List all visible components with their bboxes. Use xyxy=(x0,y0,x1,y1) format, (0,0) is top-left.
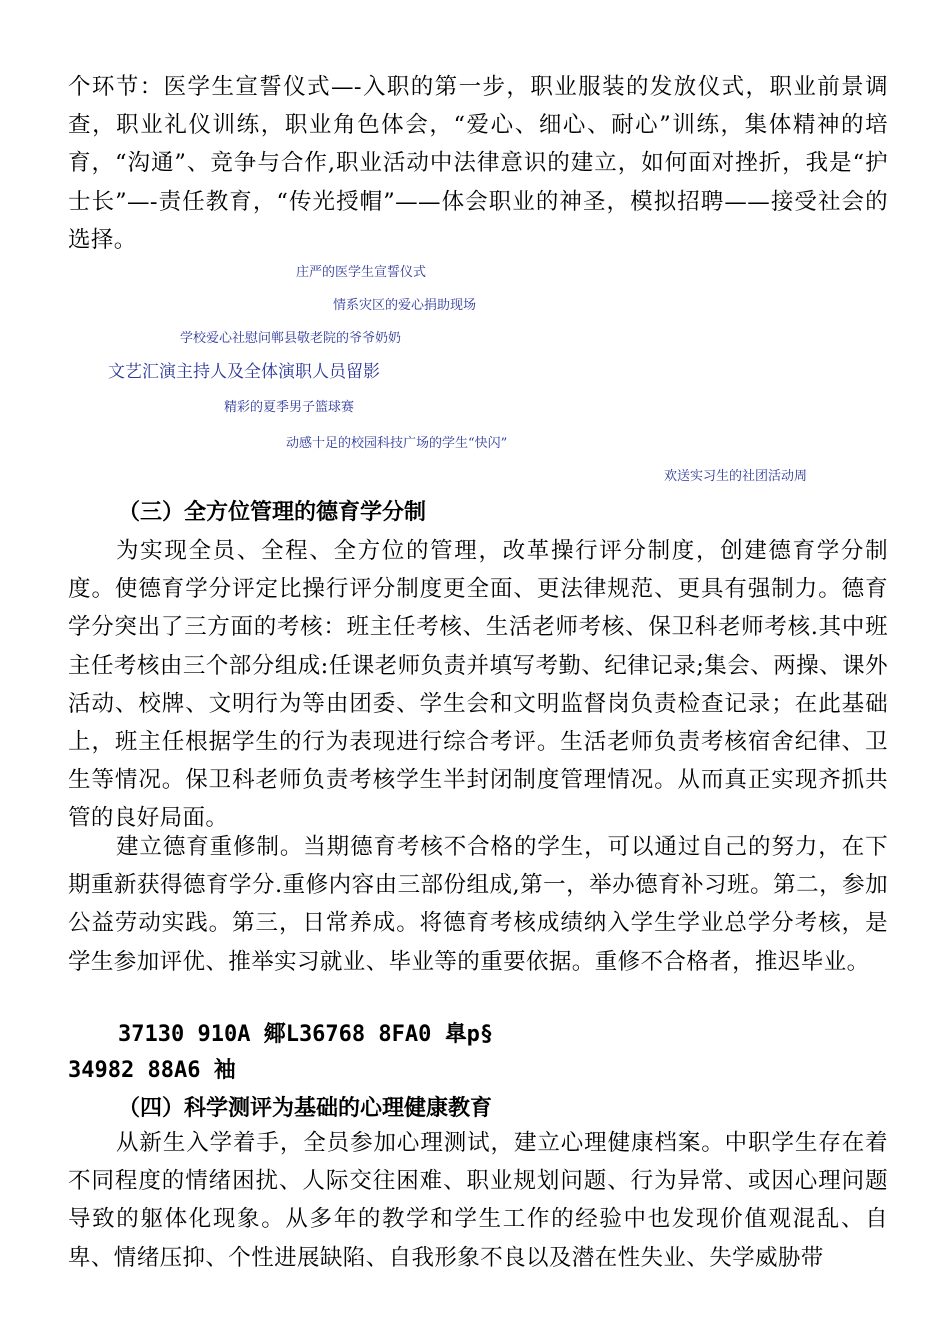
section-3-paragraph-1: 为实现全员、全程、全方位的管理，改革操行评分制度，创建德育学分制度。使德育学分评定比操行评分制度更全面、更法律规范、更具有强制力。德育学分突出了三方面的考核：班主任考核、生活老师考核、保卫科老师考核.其中班主任考核由三个部分组成:任课老师负责并填写考勤、纪律记录;集会、两操、课外活动、校牌、文明行为等由团委、学生会和文明监督岗负责检查记录；在此基础上，班主任根据学生的行为表现进行综合考评。生活老师负责考核宿舍纪律、卫生等情况。保卫科老师负责考核学生半封闭制度管理情况。从而真正实现齐抓共管的良好局面。 xyxy=(68,538,888,832)
section-3-paragraph-2: 建立德育重修制。当期德育考核不合格的学生，可以通过自己的努力，在下期重新获得德育学分.重修内容由三部份组成,第一，举办德育补习班。第二，参加公益劳动实践。第三，日常养成。将德育考核成绩纳入学生学业总学分考核，是学生参加评优、推举实习就业、毕业等的重要依据。重修不合格者，推迟毕业。 xyxy=(68,834,888,975)
photo-caption-club-week: 欢送实习生的社团活动周 xyxy=(664,469,808,484)
section-4-paragraph-1: 从新生入学着手，全员参加心理测试，建立心理健康档案。中职学生存在着不同程度的情绪困扰、人际交往困难、职业规划问题、行为异常、或因心理问题导致的躯体化现象。从多年的教学和学生工作的经验中也发现价值观混乱、自卑、情绪压抑、个性进展缺陷、自我形象不良以及潜在性失业、失学威胁带 xyxy=(68,1130,888,1271)
garbled-text-line-2: 34982 88A6 袖 xyxy=(68,1058,236,1083)
photo-caption-flashmob: 动感十足的校园科技广场的学生“快闪” xyxy=(286,436,508,451)
intro-paragraph: 个环节：医学生宣誓仪式—-入职的第一步，职业服装的发放仪式，职业前景调查，职业礼仪训练，职业角色体会，“爱心、细心、耐心”训练，集体精神的培育，“沟通”、竞争与合作,职业活动中法律意识的建立，如何面对挫折，我是“护士长”—-责任教育，“传光授帽”——体会职业的神圣，模拟招聘——接受社会的选择。 xyxy=(68,74,888,253)
photo-caption-performance: 文艺汇演主持人及全体演职人员留影 xyxy=(108,362,380,382)
section-3-heading: （三）全方位管理的德育学分制 xyxy=(118,500,427,525)
photo-caption-basketball: 精彩的夏季男子篮球赛 xyxy=(224,400,355,415)
photo-caption-donation: 情系灾区的爱心捐助现场 xyxy=(333,298,477,313)
photo-caption-nursing-home: 学校爱心社慰问郸县敬老院的爷爷奶奶 xyxy=(180,331,402,346)
section-4-heading: （四）科学测评为基础的心理健康教育 xyxy=(118,1096,493,1121)
photo-caption-oath: 庄严的医学生宣誓仪式 xyxy=(296,265,427,280)
garbled-text-line-1: 37130 910A 鄊L36768 8FA0 臯p§ xyxy=(118,1022,494,1047)
